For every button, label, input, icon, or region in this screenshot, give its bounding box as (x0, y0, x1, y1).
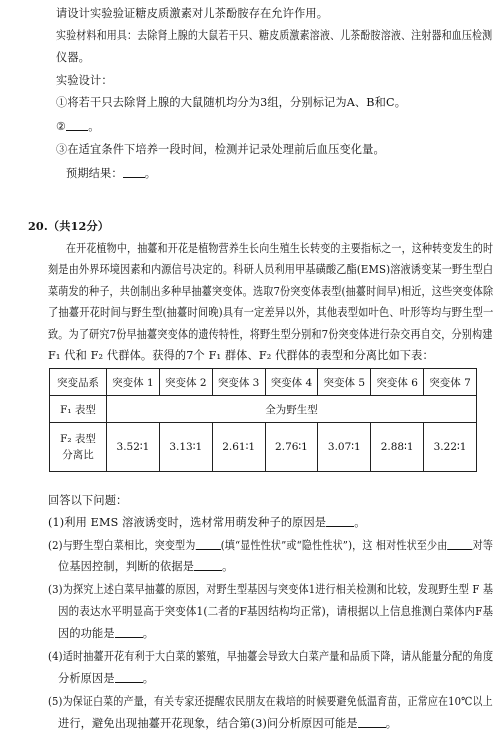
table-cell: 2.76∶1 (265, 423, 318, 472)
table-header-cell: 突变体 2 (159, 369, 212, 396)
answer-blank[interactable] (326, 516, 354, 527)
paragraph-line: 在开花植物中，抽薹和开花是植物营养生长向生殖生长转变的主要指标之一，这种转变发生的时 (66, 242, 494, 255)
paragraph-line: F₁ 代和 F₂ 代群体。获得的7个 F₁ 群体、F₂ 代群体的表型和分离比如下表： (48, 349, 434, 362)
question-5-cont: 进行，避免出现抽薹开花现象，结合第(3)问分析原因可能是 。 (58, 717, 398, 730)
question-2-cont: 位基因控制，判断的依据是 。 (58, 560, 234, 573)
question-3-cont: 因的功能是 。 (58, 627, 155, 640)
table-cell: 3.22∶1 (424, 423, 477, 472)
table-header-cell: 突变体 1 (107, 369, 160, 396)
table-header-cell: 突变体 3 (212, 369, 265, 396)
paragraph-line: 刻是由外界环境因素和内源信号决定的。科研人员利用甲基磺酸乙酯(EMS)溶液诱变某一野生型白 (48, 263, 494, 276)
table-cell: 3.07∶1 (318, 423, 371, 472)
question-3-cont: 因的表达水平明显高于突变体1(二者的F基因结构均正常)，请根据以上信息推测白菜体内F基 (58, 605, 494, 618)
question-3: (3)为探究上述白菜早抽薹的原因，对野生型基因与突变体1进行相关检测和比较，发现野生型 F 基 (48, 583, 494, 596)
table-cell: 3.52∶1 (107, 423, 160, 472)
design-heading: 实验设计： (56, 74, 113, 87)
results-table (49, 368, 477, 472)
table-row-label: F₂ 表型 分离比 (50, 423, 107, 472)
materials-line-cont: 仪器。 (56, 51, 91, 64)
table-header-cell: 突变体 7 (424, 369, 477, 396)
question-2: (2)与野生型白菜相比，突变型为 (填“显性性状”或“隐性性状”)，这 相对性状至少由 对等 (48, 539, 494, 552)
answer-blank[interactable] (115, 627, 143, 638)
questions-intro: 回答以下问题： (48, 494, 128, 507)
answer-blank[interactable] (447, 539, 472, 550)
question-1: (1)利用 EMS 溶液诱变时，选材常用萌发种子的原因是 。 (48, 516, 366, 529)
table-row (50, 423, 477, 472)
table-header-cell: 突变体 6 (371, 369, 424, 396)
design-step-2: ② 。 (56, 120, 100, 133)
paragraph-line: 菜萌发的种子，共创制出多种早抽薹突变体。选取7份突变体表型(抽薹时间早)相近，这些突变体除 (48, 285, 494, 298)
table-header-cell: 突变品系 (50, 369, 107, 396)
table-cell: 2.61∶1 (212, 423, 265, 472)
table-header-cell: 突变体 4 (265, 369, 318, 396)
question-4-cont: 分析原因是 。 (58, 672, 155, 685)
paragraph-line: 致。为了研究7份早抽薹突变体的遗传特性，将野生型分别和7份突变体进行杂交再自交，分别构建 (48, 328, 493, 341)
table-cell: 3.13∶1 (159, 423, 212, 472)
table-cell: 2.88∶1 (371, 423, 424, 472)
question-5: (5)为保证白菜的产量，有关专家还提醒农民朋友在栽培的时候要避免低温育苗，正常应在10℃以上 (48, 695, 493, 708)
table-header-cell: 突变体 5 (318, 369, 371, 396)
table-cell: 全为野生型 (107, 396, 477, 423)
experiment-instruction: 请设计实验验证糖皮质激素对儿茶酚胺存在允许作用。 (56, 7, 329, 20)
table-header-row (50, 369, 477, 396)
design-step-1: ①将若干只去除肾上腺的大鼠随机均分为3组，分别标记为A、B和C。 (56, 96, 407, 109)
question-4: (4)适时抽薹开花有利于大白菜的繁殖，早抽薹会导致大白菜产量和品质下降，请从能量分配的角度 (48, 650, 494, 663)
materials-line: 实验材料和用具：去除肾上腺的大鼠若干只、糖皮质激素溶液、儿茶酚胺溶液、注射器和血压检测 (56, 29, 493, 42)
answer-blank[interactable] (195, 539, 220, 550)
table-row-label: F₁ 表型 (50, 396, 107, 423)
table-row (50, 396, 477, 423)
paragraph-line: 了抽薹开花时间与野生型(抽薹时间晚)具有一定差异以外，其他表型如叶色、叶形等均与野生型一 (48, 306, 494, 319)
answer-blank[interactable] (115, 672, 143, 683)
question-20-header: 20.（共12分） (28, 219, 110, 233)
answer-blank[interactable] (194, 560, 222, 571)
answer-blank[interactable] (358, 717, 386, 728)
expected-result: 预期结果： 。 (66, 167, 157, 180)
answer-blank[interactable] (66, 120, 88, 131)
design-step-3: ③在适宜条件下培养一段时间，检测并记录处理前后血压变化量。 (56, 143, 385, 156)
answer-blank[interactable] (123, 167, 145, 178)
